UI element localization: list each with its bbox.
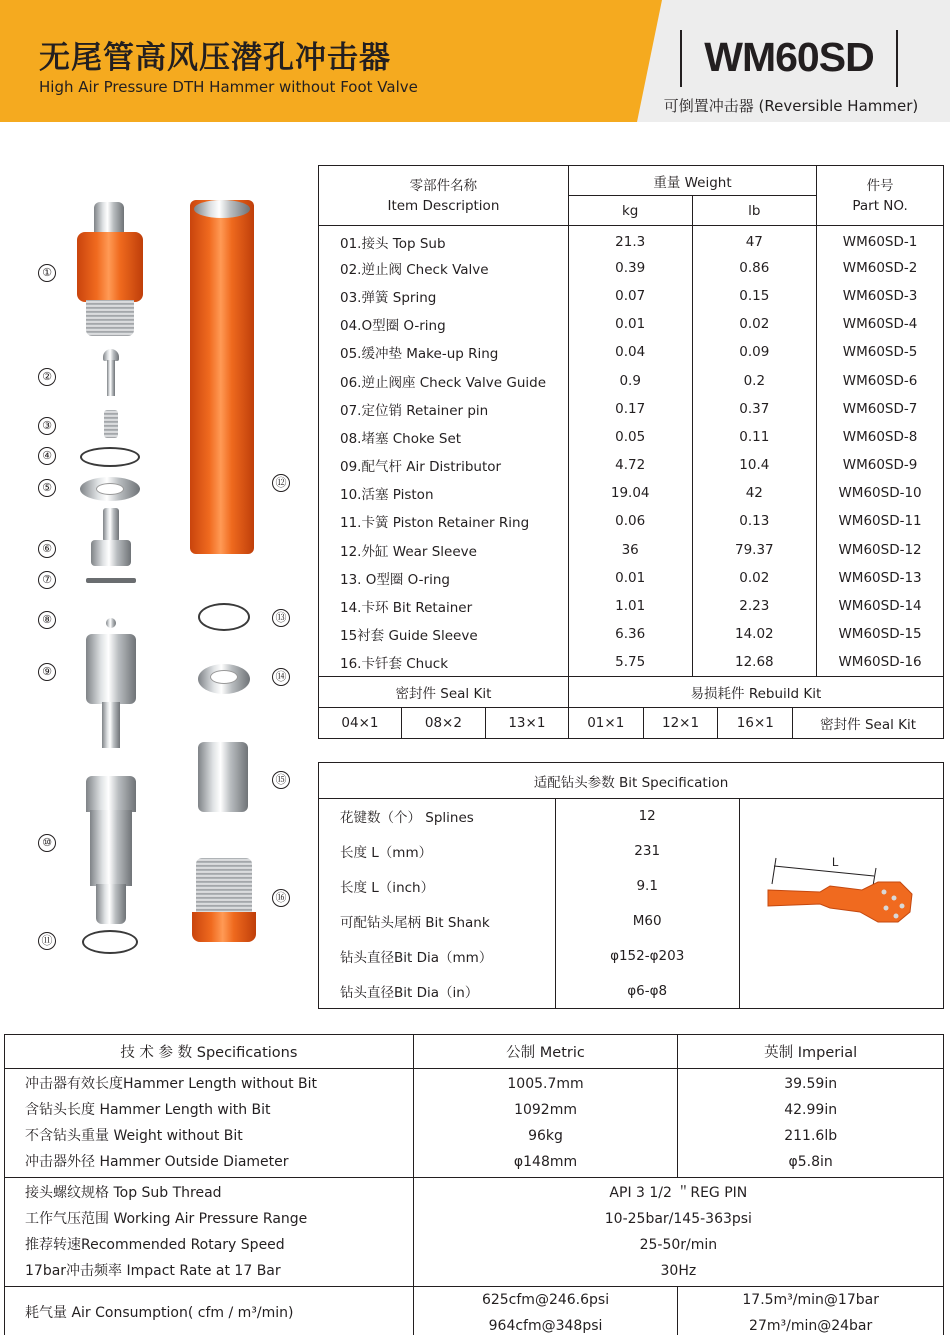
bit-spec-label: 可配钻头尾柄 Bit Shank [319,904,556,939]
bit-button [892,896,897,901]
spec-metric-value: 1092mm [514,1102,577,1118]
bit-spec-value: M60 [555,904,739,939]
page-title-cn: 无尾管高风压潜孔冲击器 [39,40,391,76]
rebuild-kit-item: 01×1 [568,708,643,739]
header-weight: 重量 Weight [568,166,816,196]
part-weight-kg: 0.06 [568,507,692,535]
bit-button [894,914,899,919]
part-weight-lb: 0.13 [692,507,817,535]
spec-label: 接头螺纹规格 Top Sub Thread [25,1185,222,1201]
specs-metric-header: 公制 Metric [413,1035,678,1069]
part-weight-kg: 0.04 [568,338,692,366]
check-valve-stem-image [107,360,115,396]
part-number-2: ② [38,368,56,386]
spec-label: 推荐转速Recommended Rotary Speed [25,1237,285,1253]
parts-row [319,451,944,479]
part-weight-kg: 6.36 [568,620,692,648]
part-description: 13. O型圈 O-ring [319,564,569,592]
part-number-13: ⑬ [272,609,290,627]
part-weight-lb: 0.86 [692,254,817,282]
spec-value: 25-50r/min [639,1237,718,1253]
part-description: 08.堵塞 Choke Set [319,423,569,451]
part-weight-kg: 0.9 [568,366,692,394]
part-description: 07.定位销 Retainer pin [319,395,569,423]
part-number: WM60SD-5 [817,338,944,366]
part-weight-lb: 0.37 [692,395,817,423]
part-number-9: ⑨ [38,663,56,681]
rebuild-kit-title: 易损耗件 Rebuild Kit [568,677,943,708]
part-weight-lb: 0.2 [692,366,817,394]
part-weight-lb: 0.02 [692,310,817,338]
part-number-1: ① [38,264,56,282]
air-distributor-image [86,634,136,704]
bit-spec-row [319,799,944,834]
spec-value: 10-25bar/145-363psi [604,1211,752,1227]
part-number: WM60SD-3 [817,282,944,310]
part-number: WM60SD-15 [817,620,944,648]
spec-imperial-value: 17.5m³/min@17bar [742,1292,879,1308]
dimension-line [774,866,874,876]
part-number: WM60SD-1 [817,226,944,254]
make-up-ring-hole-image [96,483,124,495]
chuck-image [192,912,256,942]
part-weight-lb: 47 [692,226,817,254]
part-weight-kg: 0.17 [568,395,692,423]
spec-imperial-value: 42.99in [784,1102,838,1118]
parts-table-body [319,226,944,677]
part-weight-lb: 0.15 [692,282,817,310]
chuck-thread-image [196,858,252,914]
spec-metric-value: φ148mm [513,1154,578,1170]
part-weight-kg: 19.04 [568,479,692,507]
bit-spec-title: 适配钻头参数 Bit Specification [319,763,944,799]
spring-image [104,410,118,438]
spec-value: API 3 1/2 ＂REG PIN [609,1185,748,1201]
part-weight-kg: 5.75 [568,648,692,676]
part-number: WM60SD-14 [817,592,944,620]
part-weight-kg: 0.07 [568,282,692,310]
model-name: WM60SD [704,34,874,80]
part-description: 12.外缸 Wear Sleeve [319,536,569,564]
part-description: 05.缓冲垫 Make-up Ring [319,338,569,366]
bit-spec-label: 长度 L（inch） [319,869,556,904]
piston-tail-image [96,884,126,924]
part-description: 03.弹簧 Spring [319,282,569,310]
part-number-3: ③ [38,417,56,435]
part-description: 11.卡簧 Piston Retainer Ring [319,507,569,535]
part-weight-kg: 21.3 [568,226,692,254]
parts-row [319,310,944,338]
part-number: WM60SD-16 [817,648,944,676]
top-sub-image [94,202,124,236]
piston-body-image [90,810,132,886]
part-description: 10.活塞 Piston [319,479,569,507]
o-ring-13-image [198,603,250,631]
spec-metric-value: 1005.7mm [507,1076,584,1092]
header-lb: lb [692,196,817,226]
part-weight-lb: 2.23 [692,592,817,620]
bit-retainer-hole-image [210,670,238,684]
part-weight-kg: 36 [568,536,692,564]
spec-imperial-value: 211.6lb [784,1128,838,1144]
parts-row [319,536,944,564]
header-part-cn: 件号 [866,177,894,194]
air-consumption-imperial [678,1287,944,1335]
header-item-description [319,166,569,226]
bit-spec-value: 231 [555,834,739,869]
part-weight-lb: 14.02 [692,620,817,648]
retainer-pin-image [86,578,136,583]
part-weight-kg: 0.01 [568,564,692,592]
part-number: WM60SD-8 [817,423,944,451]
page-title-en: High Air Pressure DTH Hammer without Foot Valve [39,78,418,96]
header-kg: kg [568,196,692,226]
header-part-en: Part NO. [852,197,908,214]
part-weight-lb: 0.02 [692,564,817,592]
part-description: 09.配气杆 Air Distributor [319,451,569,479]
part-description: 02.逆止阀 Check Valve [319,254,569,282]
specs-title: 技 术 参 数 Specifications [5,1035,414,1069]
spec-imperial-value: 27m³/min@24bar [749,1318,873,1334]
specs-group2-values [413,1178,943,1287]
bit-spec-value: 9.1 [555,869,739,904]
top-sub-thread-image [86,300,134,336]
part-number: WM60SD-13 [817,564,944,592]
bit-spec-value: 12 [555,799,739,834]
bit-spec-value: φ6-φ8 [555,974,739,1009]
parts-row [319,395,944,423]
parts-row [319,507,944,535]
part-number-10: ⑩ [38,834,56,852]
part-number: WM60SD-11 [817,507,944,535]
bit-spec-label: 长度 L（mm） [319,834,556,869]
rebuild-kit-item: 12×1 [643,708,718,739]
choke-image [106,618,116,628]
spec-label: 不含钻头重量 Weight without Bit [25,1128,243,1144]
part-number-16: ⑯ [272,889,290,907]
bit-spec-label: 钻头直径Bit Dia（mm） [319,939,556,974]
part-number: WM60SD-12 [817,536,944,564]
parts-row [319,226,944,254]
parts-row [319,254,944,282]
part-description: 06.逆止阀座 Check Valve Guide [319,366,569,394]
part-number: WM60SD-10 [817,479,944,507]
parts-row [319,338,944,366]
piston-image [86,776,136,812]
spec-label: 17bar冲击频率 Impact Rate at 17 Bar [25,1263,281,1279]
air-consumption-metric [413,1287,678,1335]
piston-retainer-ring-image [82,930,138,954]
parts-row [319,366,944,394]
part-number-4: ④ [38,447,56,465]
parts-row [319,282,944,310]
part-number-14: ⑭ [272,668,290,686]
part-number: WM60SD-6 [817,366,944,394]
specs-group1-labels [5,1069,414,1178]
dimension-label: L [832,855,839,869]
spec-imperial-value: φ5.8in [788,1154,833,1170]
wear-sleeve-top-image [194,200,250,218]
part-description: 01.接头 Top Sub [319,226,569,254]
part-number: WM60SD-2 [817,254,944,282]
part-weight-kg: 0.05 [568,423,692,451]
bit-button [900,904,905,909]
part-description: 15衬套 Guide Sleeve [319,620,569,648]
header-part-no [817,166,944,226]
bit-spec-label: 钻头直径Bit Dia（in） [319,974,556,1009]
part-number-6: ⑥ [38,540,56,558]
seal-kit-item: 04×1 [319,708,402,739]
specs-group2-labels [5,1178,414,1287]
dimension-tick-left [772,858,776,884]
header-item-cn: 零部件名称 [409,177,478,194]
spec-metric-value: 964cfm@348psi [488,1318,603,1334]
top-sub-collar-image [77,232,143,302]
rebuild-kit-item: 16×1 [718,708,793,739]
spec-label: 含钻头长度 Hammer Length with Bit [25,1102,271,1118]
spec-metric-value: 625cfm@246.6psi [481,1292,610,1308]
part-weight-lb: 42 [692,479,817,507]
part-weight-lb: 0.09 [692,338,817,366]
seal-kit-item: 13×1 [485,708,568,739]
part-number-11: ⑪ [38,932,56,950]
wear-sleeve-image [190,200,254,554]
spec-label: 冲击器有效长度Hammer Length without Bit [25,1076,318,1092]
spec-imperial-value: 39.59in [784,1076,838,1092]
air-consumption-label: 耗气量 Air Consumption( cfm / m³/min) [5,1287,414,1335]
bit-button [882,890,887,895]
model-box [680,30,898,87]
parts-row [319,479,944,507]
spec-value: 30Hz [660,1263,697,1279]
part-weight-kg: 0.39 [568,254,692,282]
specs-group1-metric [413,1069,678,1178]
part-number: WM60SD-9 [817,451,944,479]
bit-spec-label: 花键数（个） Splines [319,799,556,834]
header-item-en: Item Description [387,197,500,214]
seal-kit-item: 08×2 [401,708,485,739]
specifications-table [4,1034,944,1335]
parts-table [318,165,944,739]
drill-bit-image [760,846,920,926]
part-description: 16.卡钎套 Chuck [319,648,569,676]
part-number-12: ⑫ [272,474,290,492]
part-description: 04.O型圈 O-ring [319,310,569,338]
seal-kit-title: 密封件 Seal Kit [319,677,569,708]
spec-label: 冲击器外径 Hammer Outside Diameter [25,1154,289,1170]
part-weight-kg: 4.72 [568,451,692,479]
air-distributor-stem-image [102,702,120,748]
part-number-15: ⑮ [272,771,290,789]
part-number-8: ⑧ [38,611,56,629]
parts-row [319,564,944,592]
specs-group1-imperial [678,1069,944,1178]
part-number-5: ⑤ [38,479,56,497]
parts-row [319,620,944,648]
bit-spec-value: φ152-φ203 [555,939,739,974]
part-weight-lb: 0.11 [692,423,817,451]
parts-row [319,423,944,451]
check-valve-guide-base-image [91,540,131,566]
bit-button [884,906,889,911]
o-ring-image [80,447,140,467]
part-weight-kg: 1.01 [568,592,692,620]
part-weight-lb: 10.4 [692,451,817,479]
part-weight-kg: 0.01 [568,310,692,338]
model-subtitle: 可倒置冲击器 (Reversible Hammer) [663,97,919,115]
part-number: WM60SD-7 [817,395,944,423]
part-weight-lb: 12.68 [692,648,817,676]
spec-label: 工作气压范围 Working Air Pressure Range [25,1211,308,1227]
check-valve-guide-image [103,508,119,542]
guide-sleeve-image [198,742,248,812]
spec-metric-value: 96kg [528,1128,563,1144]
parts-row [319,592,944,620]
specs-imperial-header: 英制 Imperial [678,1035,944,1069]
part-number: WM60SD-4 [817,310,944,338]
parts-row [319,648,944,676]
part-number-7: ⑦ [38,571,56,589]
part-weight-lb: 79.37 [692,536,817,564]
part-description: 14.卡环 Bit Retainer [319,592,569,620]
drill-bit-svg [760,846,920,926]
drill-bit-shape [768,882,912,922]
rebuild-kit-item: 密封件 Seal Kit [793,708,944,739]
